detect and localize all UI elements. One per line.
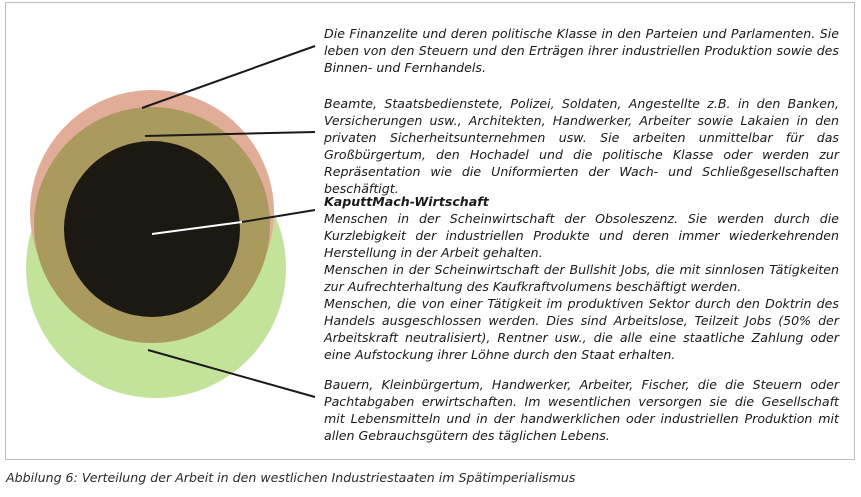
leader-line-finanzelite — [142, 46, 315, 108]
finanzelite-text: Die Finanzelite und deren politische Klasse in den Parteien und Parlamenten. Sie leben von den Steuern und den Erträgen ihrer industriellen Produktion sowie des Binnen- und Fernhandels. — [324, 26, 839, 75]
bauern-text: Bauern, Kleinbürgertum, Handwerker, Arbeiter, Fischer, die die Steuern oder Pachtabgaben erwirtschaften. Im wesentlichen versorgen sie die Gesellschaft mit Lebensmitteln und in der handwerklichen oder industriellen Produktion mit allen Gebrauchsgütern des täglichen Lebens. — [324, 377, 839, 443]
text-block-bauern — [324, 376, 839, 444]
text-block-kaputtmach — [324, 193, 839, 363]
figure-caption: Abbilung 6: Verteilung der Arbeit in den westlichen Industriestaaten im Spätimperialismus — [6, 470, 576, 485]
kaputtmach-paragraph-3: Menschen, die von einer Tätigkeit im produktiven Sektor durch den Doktrin des Handels ausgeschlossen werden. Dies sind Arbeitslose, Teilzeit Jobs (50% der Arbeitskraft neutralisiert), Rentner usw., die alle eine staatliche Zahlung oder eine Aufstockung ihrer Löhne durch den Staat erhalten. — [324, 296, 839, 362]
text-block-beamte — [324, 95, 839, 197]
core-circle-kaputtmach — [64, 141, 240, 317]
beamte-text: Beamte, Staatsbedienstete, Polizei, Soldaten, Angestellte z.B. in den Banken, Versicherungen usw., Architekten, Handwerker, Arbeiter sowie Lakaien in den privaten Sicherheitsunternehmen usw. Sie arbeiten unmittelbar für das Großbürgertum, den Hochadel und die politische Klasse oder werden zur Repräsentation wie die Uniformierten der Wach- und Schließgesellschaften beschäftigt. — [324, 96, 839, 196]
kaputtmach-paragraph-2: Menschen in der Scheinwirtschaft der Bullshit Jobs, die mit sinnlosen Tätigkeiten zur Aufrechterhaltung des Kaufkraftvolumens beschäftigt werden. — [324, 262, 839, 294]
kaputtmach-heading: KaputtMach-Wirtschaft — [324, 194, 489, 209]
kaputtmach-paragraph-1: Menschen in der Scheinwirtschaft der Obsoleszenz. Sie werden durch die Kurzlebigkeit der industriellen Produkte und deren immer wiederkehrenden Herstellung in der Arbeit gehalten. — [324, 211, 839, 260]
text-block-finanzelite — [324, 25, 839, 76]
